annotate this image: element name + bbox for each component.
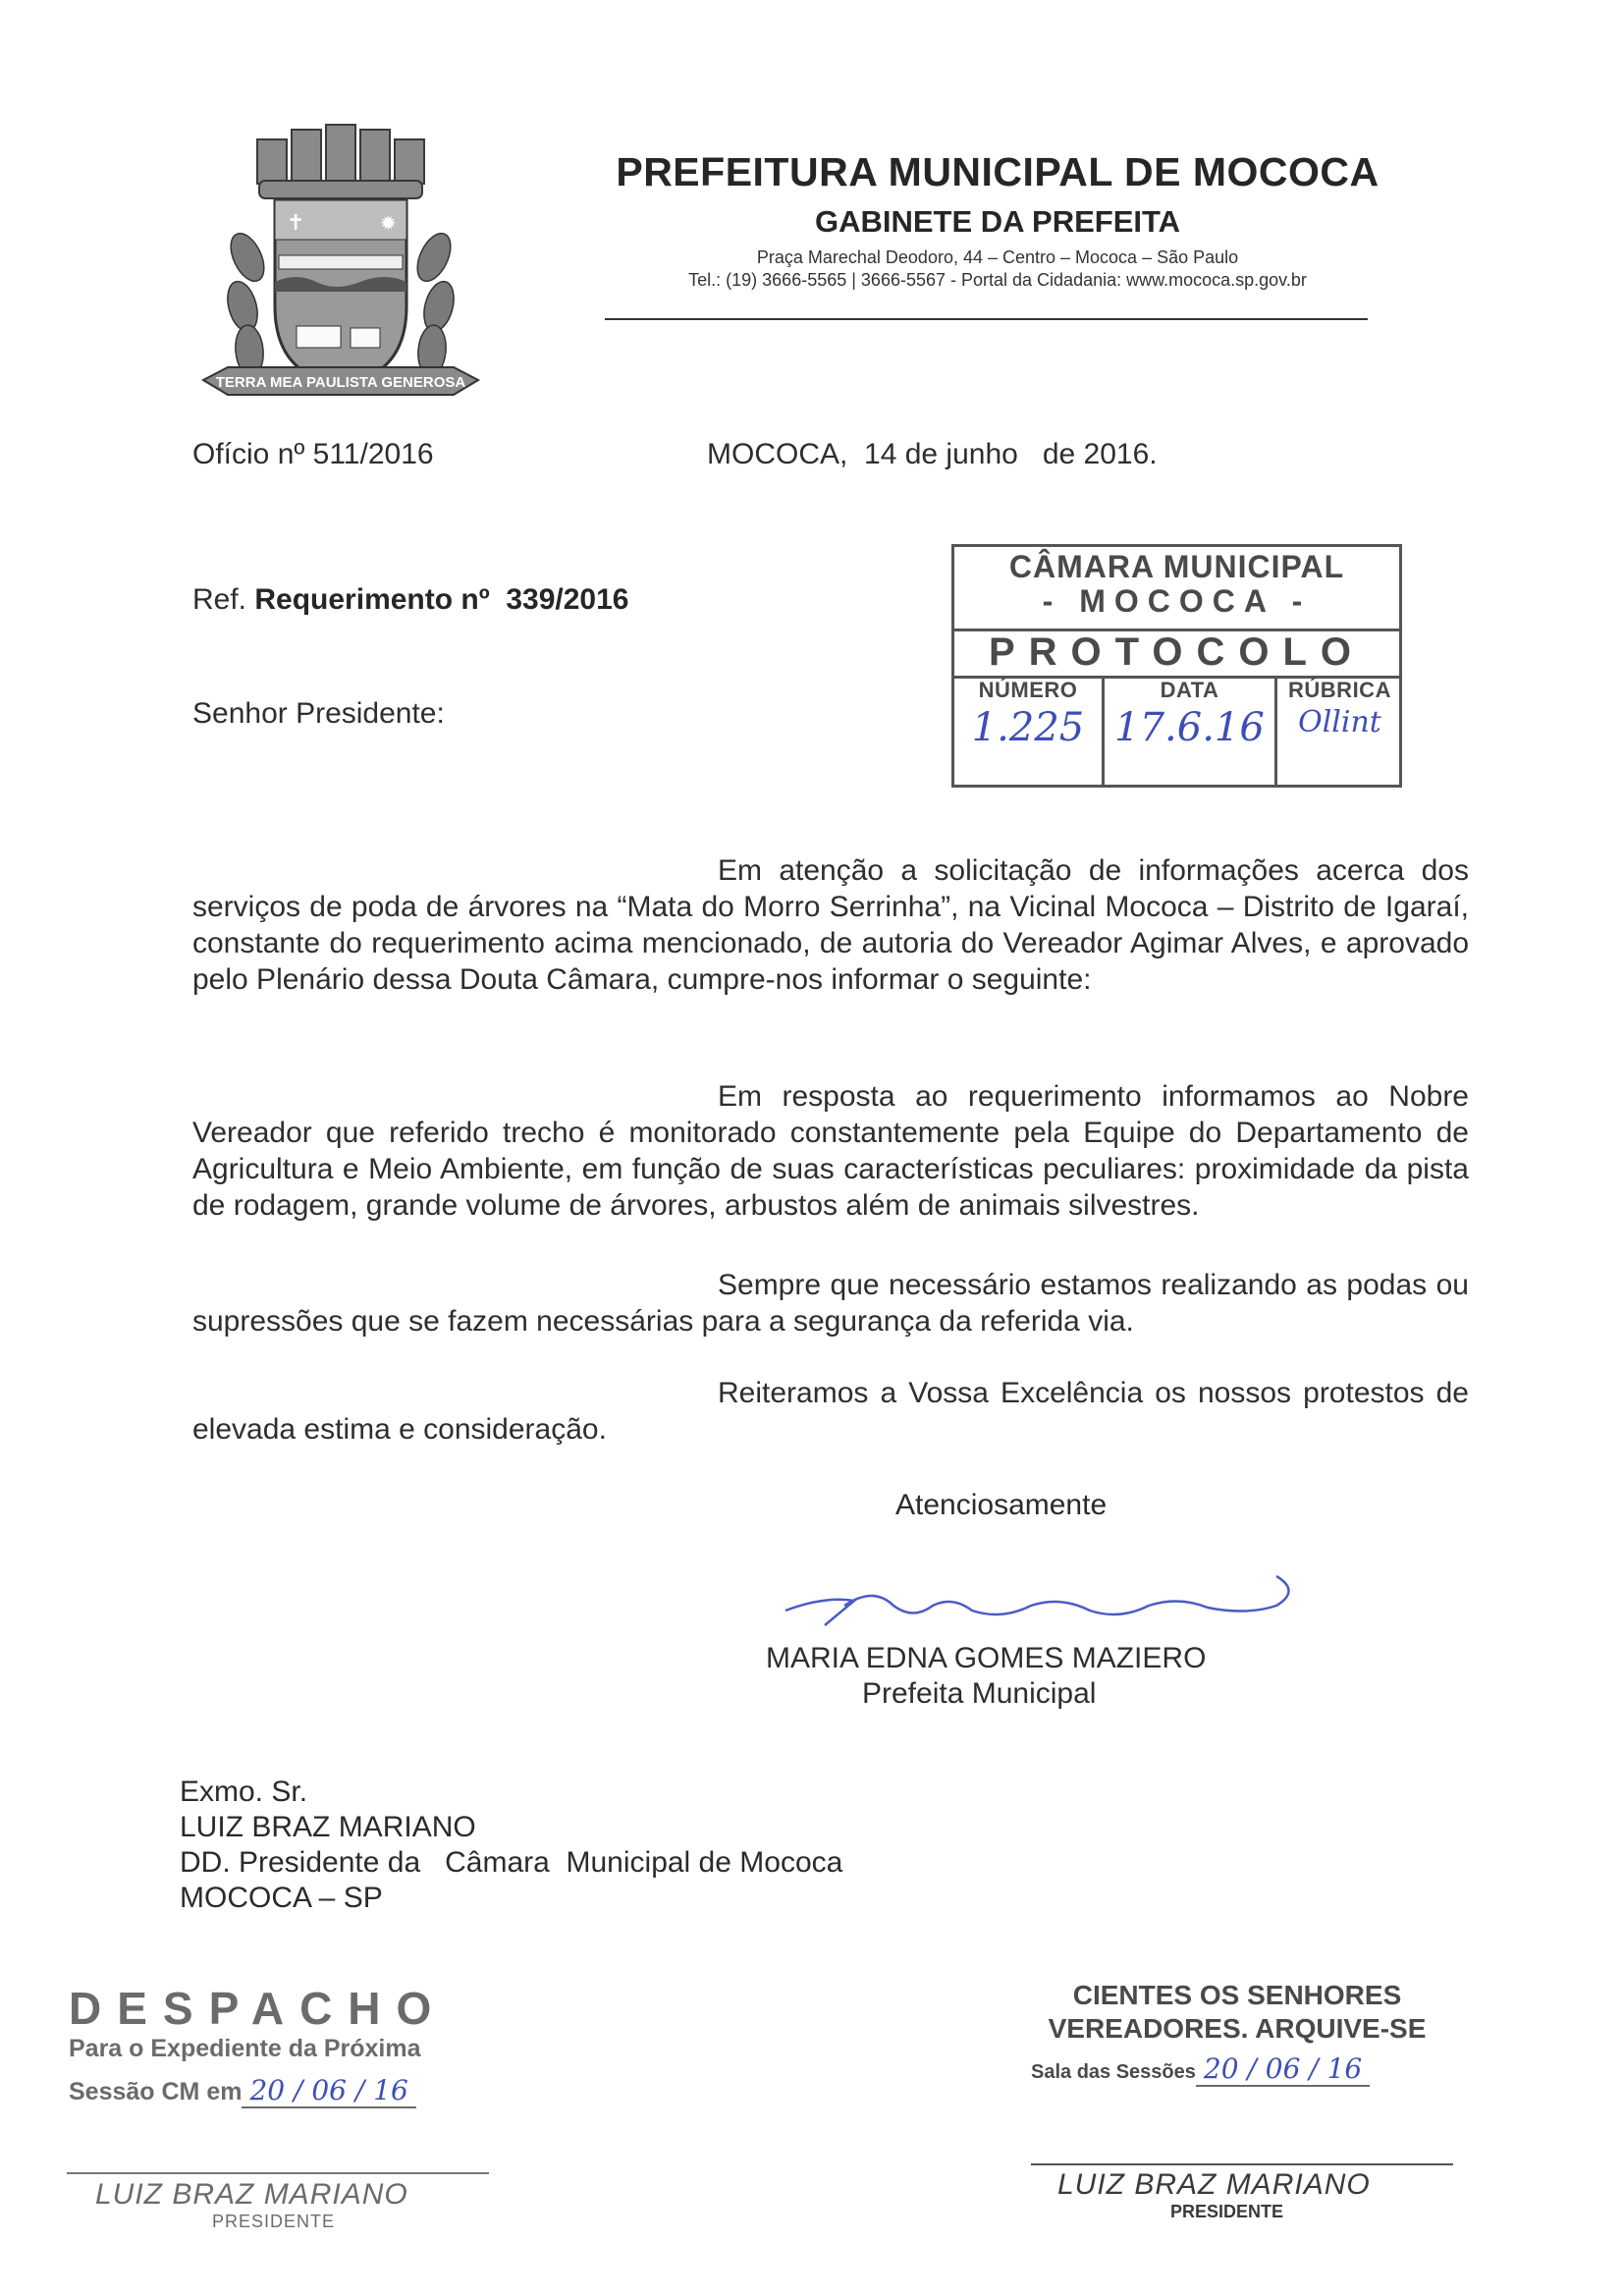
data-label: DATA <box>1160 678 1219 702</box>
protocol-stamp <box>951 544 1402 788</box>
despacho-line-3 <box>69 2074 416 2108</box>
stamp-line-camara: CÂMARA MUNICIPAL <box>1008 549 1345 584</box>
recipient-line: DD. Presidente da Câmara Municipal de Mococa <box>180 1846 843 1879</box>
paragraph-3 <box>192 1267 1469 1339</box>
municipal-crest-logo <box>189 110 488 424</box>
header-divider <box>605 318 1368 320</box>
svg-text:✝: ✝ <box>287 211 305 236</box>
stamp-line-mococa: - MOCOCA - <box>1042 583 1312 619</box>
reference-value: Requerimento nº 339/2016 <box>254 583 629 616</box>
recipient-line: Exmo. Sr. <box>180 1776 308 1808</box>
despacho-date-handwritten: 20 / 06 / 16 <box>242 2074 415 2108</box>
crest-motto: TERRA MEA PAULISTA GENEROSA <box>215 374 466 391</box>
salutation: Senhor Presidente: <box>192 697 445 730</box>
cientes-session-label: Sala das Sessões <box>1031 2061 1196 2083</box>
cientes-president-role: PRESIDENTE <box>1170 2202 1284 2221</box>
cientes-signature-line <box>1031 2163 1453 2165</box>
paragraph-4 <box>192 1375 1469 1448</box>
paragraph-1-text: Em atenção a solicitação de informações acerca dos serviços de poda de árvores na “Mata do Morro Serrinha”, na Vicinal Mococa – Distrito de Igaraí, constante do requerimento acima mencionado, de autoria do Vereador Agimar Alves, e aprovado pelo Plenário dessa Douta Câmara, cumpre-nos informar o seguinte: <box>192 854 1469 996</box>
cientes-line-1: CIENTES OS SENHORES <box>1072 1980 1402 2010</box>
cientes-line-3 <box>1031 2052 1370 2087</box>
despacho-president-name: LUIZ BRAZ MARIANO <box>95 2178 408 2211</box>
signer-role: Prefeita Municipal <box>862 1677 1097 1710</box>
stamp-header <box>954 547 1399 631</box>
institution-address: Praça Marechal Deodoro, 44 – Centro – Mococa – São Paulo <box>756 247 1239 267</box>
despacho-signature-line <box>67 2172 489 2174</box>
paragraph-4-text: Reiteramos a Vossa Excelência os nossos protestos de elevada estima e consideração. <box>192 1377 1469 1446</box>
recipient-line: LUIZ BRAZ MARIANO <box>180 1811 476 1843</box>
signer-name: MARIA EDNA GOMES MAZIERO <box>766 1642 1207 1674</box>
recipient-line: MOCOCA – SP <box>180 1882 383 1914</box>
cientes-date-handwritten: 20 / 06 / 16 <box>1196 2052 1370 2087</box>
cientes-president-name: LUIZ BRAZ MARIANO <box>1057 2168 1371 2201</box>
institution-contact: Tel.: (19) 3666-5565 | 3666-5567 - Portal da Cidadania: www.mococa.sp.gov.br <box>688 270 1307 290</box>
despacho-title: DESPACHO <box>69 1983 448 2034</box>
recipient-block <box>180 1775 842 1916</box>
rubrica-value: Ollint <box>1298 705 1381 739</box>
office-subtitle: GABINETE DA PREFEITA <box>814 204 1180 239</box>
oficio-number: Ofício nº 511/2016 <box>192 438 434 470</box>
reference <box>192 583 628 617</box>
handwritten-signature <box>766 1566 1316 1635</box>
despacho-president-role: PRESIDENTE <box>212 2212 336 2231</box>
paragraph-1 <box>192 852 1469 998</box>
data-value: 17.6.16 <box>1114 705 1265 750</box>
stamp-cell-data <box>1105 676 1274 785</box>
stamp-cell-numero <box>954 676 1105 785</box>
stamp-cell-rubrica <box>1274 676 1402 785</box>
paragraph-2 <box>192 1078 1469 1224</box>
despacho-session-label: Sessão CM em <box>69 2078 243 2105</box>
paragraph-2-text: Em resposta ao requerimento informamos ao Nobre Vereador que referido trecho é monitorado constantemente pela Equipe do Departamento de Agricultura e Meio Ambiente, em função de suas características peculiares: proximidade da pista de rodagem, grande volume de árvores, arbustos além de animais silvestres. <box>192 1080 1469 1222</box>
cientes-line-2: VEREADORES. ARQUIVE-SE <box>1048 2013 1427 2044</box>
numero-value: 1.225 <box>971 705 1085 750</box>
closing: Atenciosamente <box>895 1489 1108 1521</box>
stamp-line-protocolo: PROTOCOLO <box>954 629 1399 679</box>
paragraph-3-text: Sempre que necessário estamos realizando as podas ou supressões que se fazem necessárias para a segurança da referida via. <box>192 1269 1469 1338</box>
numero-label: NÚMERO <box>978 678 1078 702</box>
rubrica-label: RÚBRICA <box>1288 678 1391 702</box>
reference-label: Ref. <box>192 583 247 616</box>
letter-date: MOCOCA, 14 de junho de 2016. <box>707 438 1158 470</box>
institution-title: PREFEITURA MUNICIPAL DE MOCOCA <box>616 149 1380 194</box>
despacho-line-2: Para o Expediente da Próxima <box>69 2035 421 2062</box>
svg-text:✹: ✹ <box>380 211 397 235</box>
